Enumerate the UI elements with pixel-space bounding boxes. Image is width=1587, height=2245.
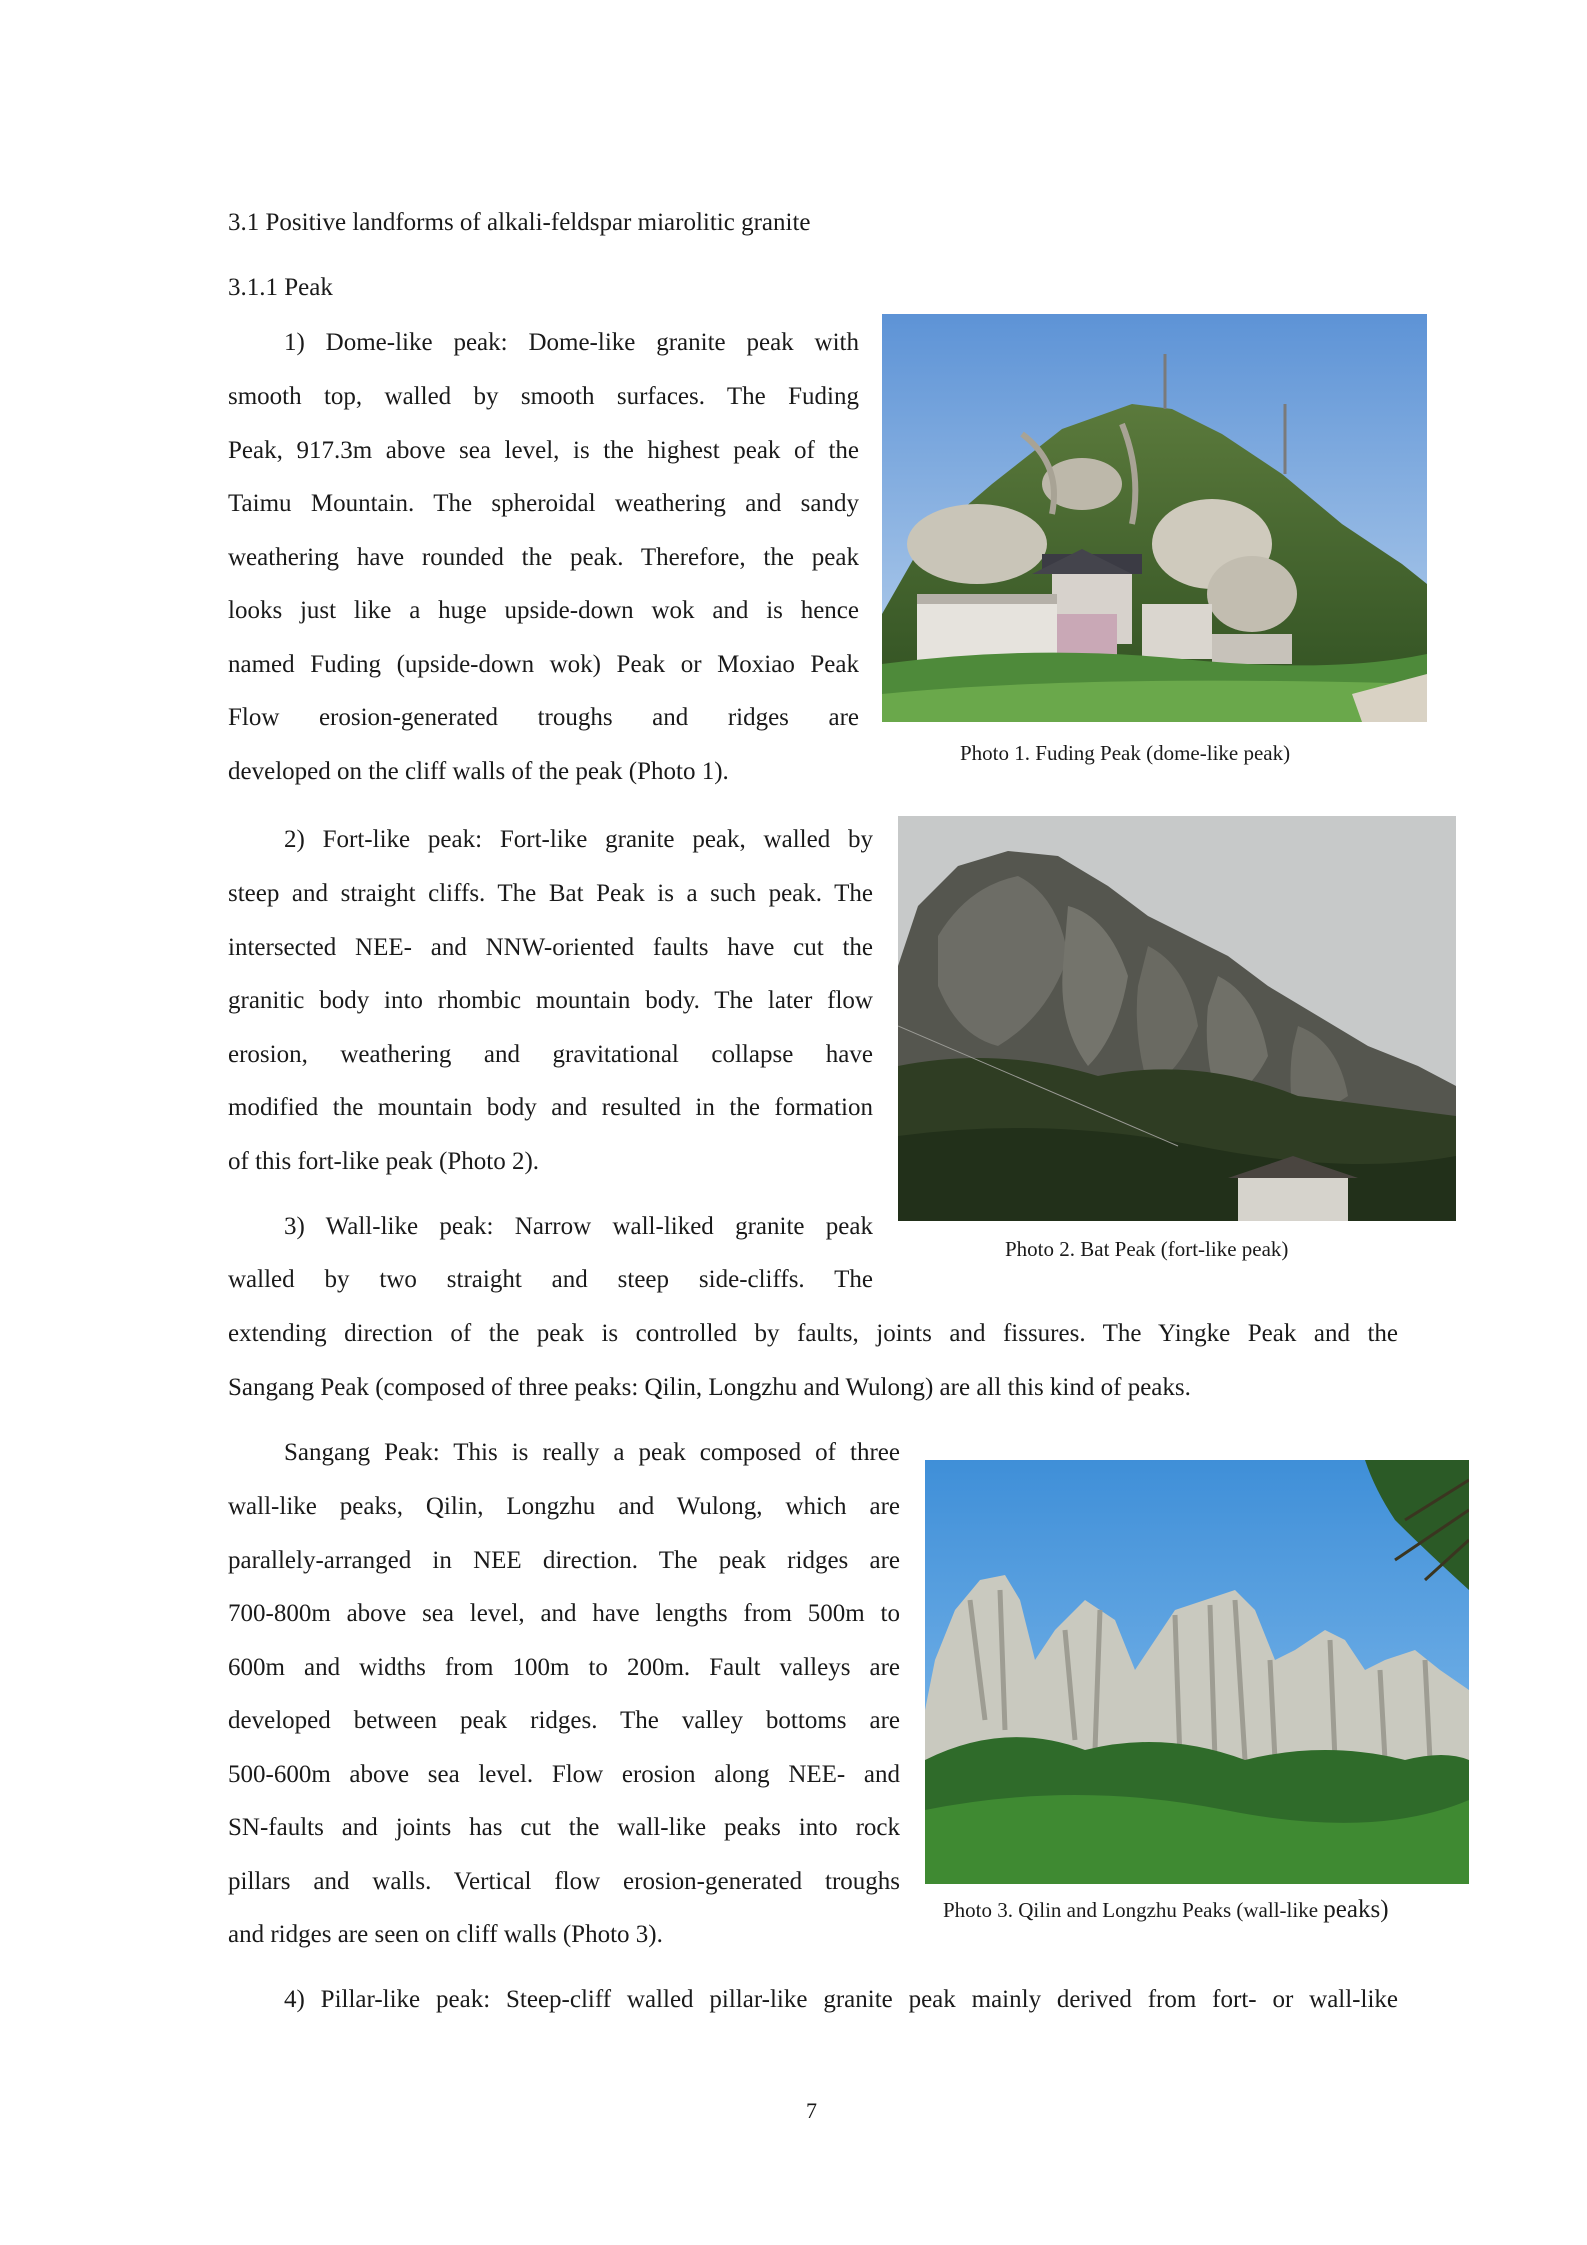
- para3-line: walled by two straight and steep side-cliffs. The: [228, 1266, 873, 1293]
- para1-line: named Fuding (upside-down wok) Peak or Moxiao Peak: [228, 651, 859, 678]
- para1-line: developed on the cliff walls of the peak (Photo 1).: [228, 758, 729, 785]
- para1-line: 1) Dome-like peak: Dome-like granite peak with: [284, 329, 859, 356]
- photo1-caption: Photo 1. Fuding Peak (dome-like peak): [960, 741, 1291, 765]
- para4-line: 600m and widths from 100m to 200m. Fault valleys are: [228, 1654, 900, 1681]
- para1-line: Peak, 917.3m above sea level, is the highest peak of the: [228, 437, 859, 464]
- subsection-heading: 3.1.1 Peak: [228, 274, 333, 301]
- para4-line: developed between peak ridges. The valley bottoms are: [228, 1707, 900, 1734]
- para4-line: and ridges are seen on cliff walls (Photo 3).: [228, 1921, 663, 1948]
- para2-line: granitic body into rhombic mountain body. The later flow: [228, 987, 873, 1014]
- para1-line: weathering have rounded the peak. Therefore, the peak: [228, 544, 859, 571]
- photo-fuding-peak: [882, 314, 1427, 722]
- section-heading: 3.1 Positive landforms of alkali-feldspar miarolitic granite: [228, 209, 811, 236]
- para4-line: pillars and walls. Vertical flow erosion-generated troughs: [228, 1868, 900, 1895]
- photo-bat-peak: [898, 816, 1456, 1221]
- para2-line: steep and straight cliffs. The Bat Peak is a such peak. The: [228, 880, 873, 907]
- para3-line: 3) Wall-like peak: Narrow wall-liked granite peak: [284, 1213, 873, 1240]
- para4-line: Sangang Peak: This is really a peak composed of three: [284, 1439, 900, 1466]
- para4-line: 500-600m above sea level. Flow erosion along NEE- and: [228, 1761, 900, 1788]
- para4-line: SN-faults and joints has cut the wall-like peaks into rock: [228, 1814, 900, 1841]
- photo-qilin-longzhu-peaks: [925, 1460, 1469, 1884]
- page-number: 7: [806, 2098, 817, 2123]
- photo3-caption-text: Photo 3. Qilin and Longzhu Peaks (wall-like: [943, 1898, 1324, 1922]
- para3-line: extending direction of the peak is controlled by faults, joints and fissures. The Yingke Peak and the: [228, 1320, 1398, 1347]
- para2-line: intersected NEE- and NNW-oriented faults have cut the: [228, 934, 873, 961]
- photo3-caption: [943, 1897, 1389, 1923]
- para1-line: looks just like a huge upside-down wok and is hence: [228, 597, 859, 624]
- para1-line: smooth top, walled by smooth surfaces. The Fuding: [228, 383, 859, 410]
- para2-line: erosion, weathering and gravitational collapse have: [228, 1041, 873, 1068]
- para2-line: 2) Fort-like peak: Fort-like granite peak, walled by: [284, 826, 873, 853]
- para4-line: parallely-arranged in NEE direction. The peak ridges are: [228, 1547, 900, 1574]
- para1-line: Taimu Mountain. The spheroidal weathering and sandy: [228, 490, 859, 517]
- para4-line: wall-like peaks, Qilin, Longzhu and Wulong, which are: [228, 1493, 900, 1520]
- para1-line: Flow erosion-generated troughs and ridges are: [228, 704, 859, 731]
- para2-line: modified the mountain body and resulted in the formation: [228, 1094, 873, 1121]
- para5-line: 4) Pillar-like peak: Steep-cliff walled pillar-like granite peak mainly derived from fort- or wall-like: [284, 1986, 1398, 2013]
- para4-line: 700-800m above sea level, and have lengths from 500m to: [228, 1600, 900, 1627]
- photo2-caption: Photo 2. Bat Peak (fort-like peak): [1005, 1237, 1289, 1261]
- para2-line: of this fort-like peak (Photo 2).: [228, 1148, 540, 1175]
- para3-line: Sangang Peak (composed of three peaks: Qilin, Longzhu and Wulong) are all this kind of peaks.: [228, 1374, 1191, 1401]
- photo3-caption-tail: peaks): [1323, 1896, 1389, 1923]
